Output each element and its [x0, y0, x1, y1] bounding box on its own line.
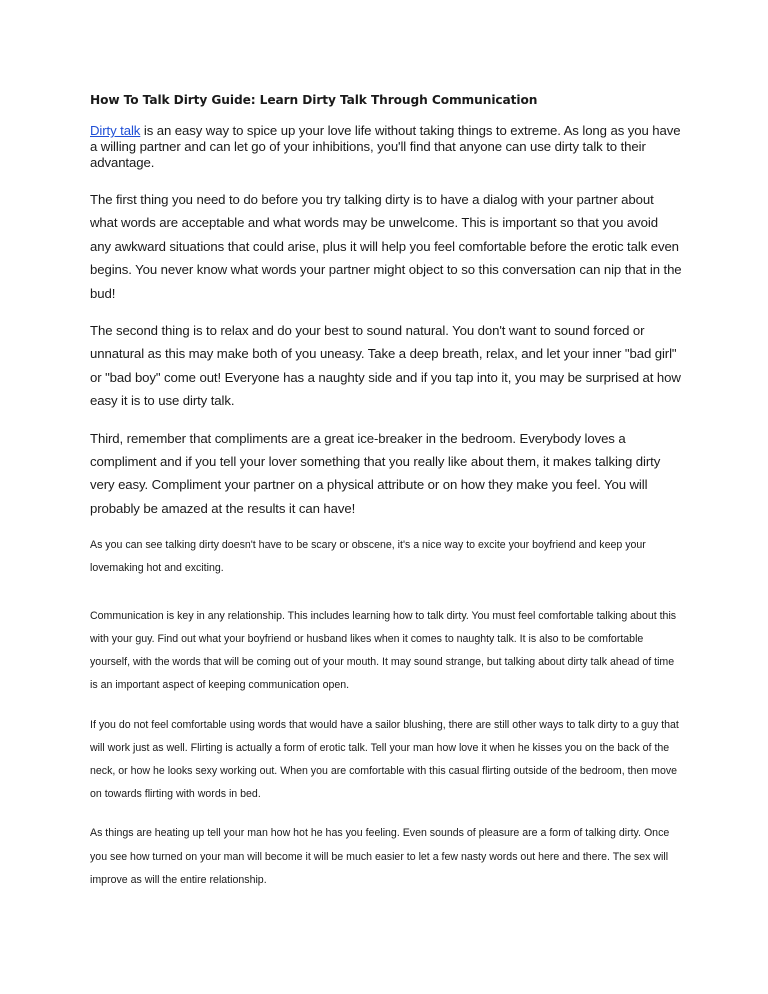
document-page — [90, 92, 682, 908]
paragraph-flirting: If you do not feel comfortable using words that would have a sailor blushing, there are still other ways to talk dirty to a guy that will work just as well. Flirting is actually a form of erotic talk. Tell your man how love it when he kisses you on the back of the neck, or how he looks sexy working out. When you are comfortable with this casual flirting outside of the bedroom, then move on towards flirting with words in bed. — [90, 718, 679, 801]
paragraph-third-thing: Third, remember that compliments are a great ice-breaker in the bedroom. Everybody loves a compliment and if you tell your lover something that you really like about them, it makes talking dirty very easy. Compliment your partner on a physical attribute or on how they make you feel. You will probably be amazed at the results it can have! — [90, 430, 661, 516]
dirty-talk-link[interactable]: Dirty talk — [90, 123, 141, 138]
intro-text: is an easy way to spice up your love life without taking things to extreme. As long as you have a willing partner and can let go of your inhibitions, you'll find that anyone can use dirty talk to their advantage. — [90, 123, 681, 170]
paragraph-heating-up: As things are heating up tell your man how hot he has you feeling. Even sounds of pleasure are a form of talking dirty. Once you see how turned on your man will become it will be much easier to let a few nasty words out here and there. The sex will improve as will the entire relationship. — [90, 827, 670, 886]
paragraph-summary: As you can see talking dirty doesn't have to be scary or obscene, it's a nice way to excite your boyfriend and keep your lovemaking hot and exciting. — [90, 539, 646, 575]
paragraph-first-thing: The first thing you need to do before you try talking dirty is to have a dialog with your partner about what words are acceptable and what words may be unwelcome. This is important so that you avoid any awkward situations that could arise, plus it will help you feel comfortable before the erotic talk even begins. You never know what words your partner might object to so this conversation can nip that in the bud! — [90, 192, 682, 301]
document-title: How To Talk Dirty Guide: Learn Dirty Talk Through Communication — [90, 93, 538, 107]
intro-paragraph — [90, 123, 682, 171]
paragraph-second-thing: The second thing is to relax and do your best to sound natural. You don't want to sound forced or unnatural as this may make both of you uneasy. Take a deep breath, relax, and let your inner "bad girl" or "bad boy" come out! Everyone has a naughty side and if you tap into it, you may be surprised at how easy it is to use dirty talk. — [90, 323, 681, 409]
paragraph-communication: Communication is key in any relationship. This includes learning how to talk dirty. You must feel comfortable talking about this with your guy. Find out what your boyfriend or husband likes when it comes to naughty talk. It is also to be comfortable yourself, with the words that will be coming out of your mouth. It may sound strange, but talking about dirty talk ahead of time is an important aspect of keeping communication open. — [90, 609, 677, 692]
